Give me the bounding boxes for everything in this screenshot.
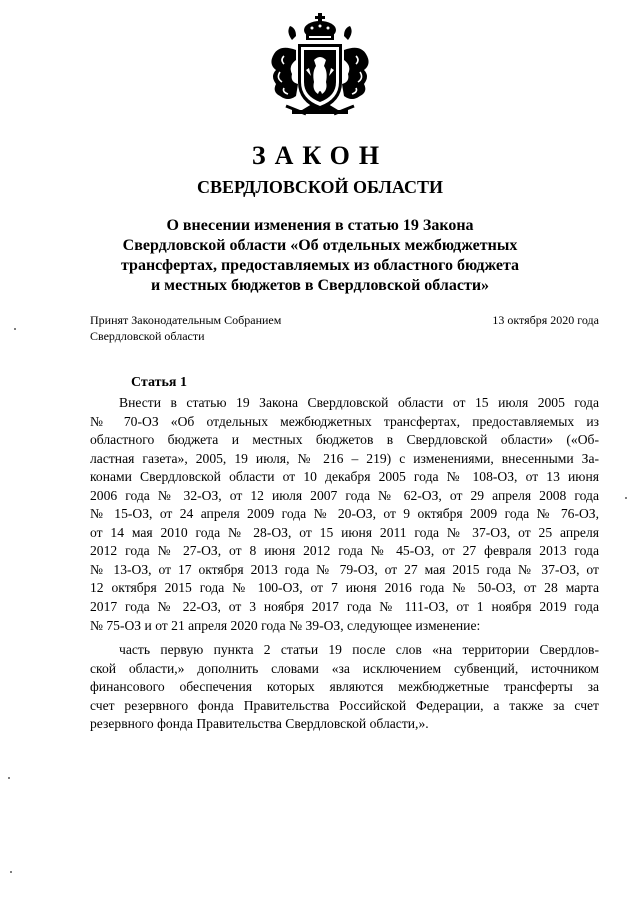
paragraph-line: № 13-ОЗ, от 17 октября 2013 года № 79-ОЗ, от 27 мая 2015 года № 37-ОЗ, от bbox=[90, 561, 599, 577]
subject-line: и местных бюджетов в Свердловской области» bbox=[150, 277, 490, 294]
adoption-body bbox=[90, 312, 281, 344]
region-title: СВЕРДЛОВСКОЙ ОБЛАСТИ bbox=[197, 177, 443, 197]
paragraph-line: конами Свердловской области от 10 декабря 2005 года № 108-ОЗ, от 13 июня bbox=[90, 469, 599, 485]
article-body bbox=[90, 394, 599, 734]
law-title: ЗАКОН bbox=[251, 141, 389, 170]
subject-line: трансфертах, предоставляемых из областного бюджета bbox=[120, 257, 519, 274]
paragraph-line: 2006 года № 32-ОЗ, от 12 июля 2007 года № 62-ОЗ, от 29 апреля 2008 года bbox=[90, 487, 599, 503]
paragraph-line: резервного фонда Правительства Свердловской области,». bbox=[90, 716, 429, 732]
paragraph-line: 2017 года № 22-ОЗ, от 3 ноября 2017 года № 111-ОЗ, от 1 ноября 2019 года bbox=[90, 599, 599, 615]
law-subject bbox=[90, 216, 550, 296]
paragraph-line: финансового обеспечения которых являются межбюджетные трансферты за bbox=[90, 679, 599, 695]
paragraph-line: № 70-ОЗ «Об отдельных межбюджетных трансфертах, предоставляемых из bbox=[90, 413, 599, 429]
subject-line: Свердловской области «Об отдельных межбюджетных bbox=[122, 237, 518, 254]
adoption-line: Принят Законодательным Собранием bbox=[90, 313, 282, 327]
coat-of-arms-icon bbox=[262, 10, 378, 118]
scan-speck bbox=[8, 777, 10, 779]
paragraph-line: часть первую пункта 2 статьи 19 после слов «на территории Свердлов- bbox=[119, 642, 599, 658]
scan-speck bbox=[10, 871, 12, 873]
paragraph-line: ластная газета», 2005, 19 июля, № 216 – 219) с изменениями, внесенными За- bbox=[90, 450, 599, 466]
paragraph-line: Внести в статью 19 Закона Свердловской области от 15 июля 2005 года bbox=[119, 395, 599, 410]
subject-line: О внесении изменения в статью 19 Закона bbox=[166, 217, 474, 234]
paragraph-line: 2012 года № 27-ОЗ, от 8 июня 2012 года № 45-ОЗ, от 27 февраля 2013 года bbox=[90, 543, 599, 559]
article-heading: Статья 1 bbox=[131, 375, 187, 390]
paragraph-line: от 14 мая 2010 года № 28-ОЗ, от 15 июня 2011 года № 37-ОЗ, от 25 апреля bbox=[90, 524, 599, 540]
adoption-date: 13 октября 2020 года bbox=[492, 313, 599, 327]
adoption-line: Свердловской области bbox=[90, 329, 205, 343]
paragraph-line: счет резервного фонда Правительства Российской Федерации, а также за счет bbox=[90, 697, 599, 713]
paragraph-line: № 75-ОЗ и от 21 апреля 2020 года № 39-ОЗ, следующее изменение: bbox=[90, 617, 481, 633]
scan-speck bbox=[625, 497, 627, 499]
scan-speck bbox=[14, 328, 16, 330]
paragraph-line: 12 октября 2015 года № 100-ОЗ, от 7 июня 2016 года № 50-ОЗ, от 28 марта bbox=[90, 580, 599, 596]
paragraph-line: областного бюджета и местных бюджетов в Свердловской области» («Об- bbox=[90, 432, 599, 448]
paragraph-line: ской области,» дополнить словами «за исключением субвенций, источником bbox=[90, 660, 599, 676]
paragraph-line: № 15-ОЗ, от 24 апреля 2009 года № 20-ОЗ, от 9 октября 2009 года № 76-ОЗ, bbox=[90, 506, 599, 522]
